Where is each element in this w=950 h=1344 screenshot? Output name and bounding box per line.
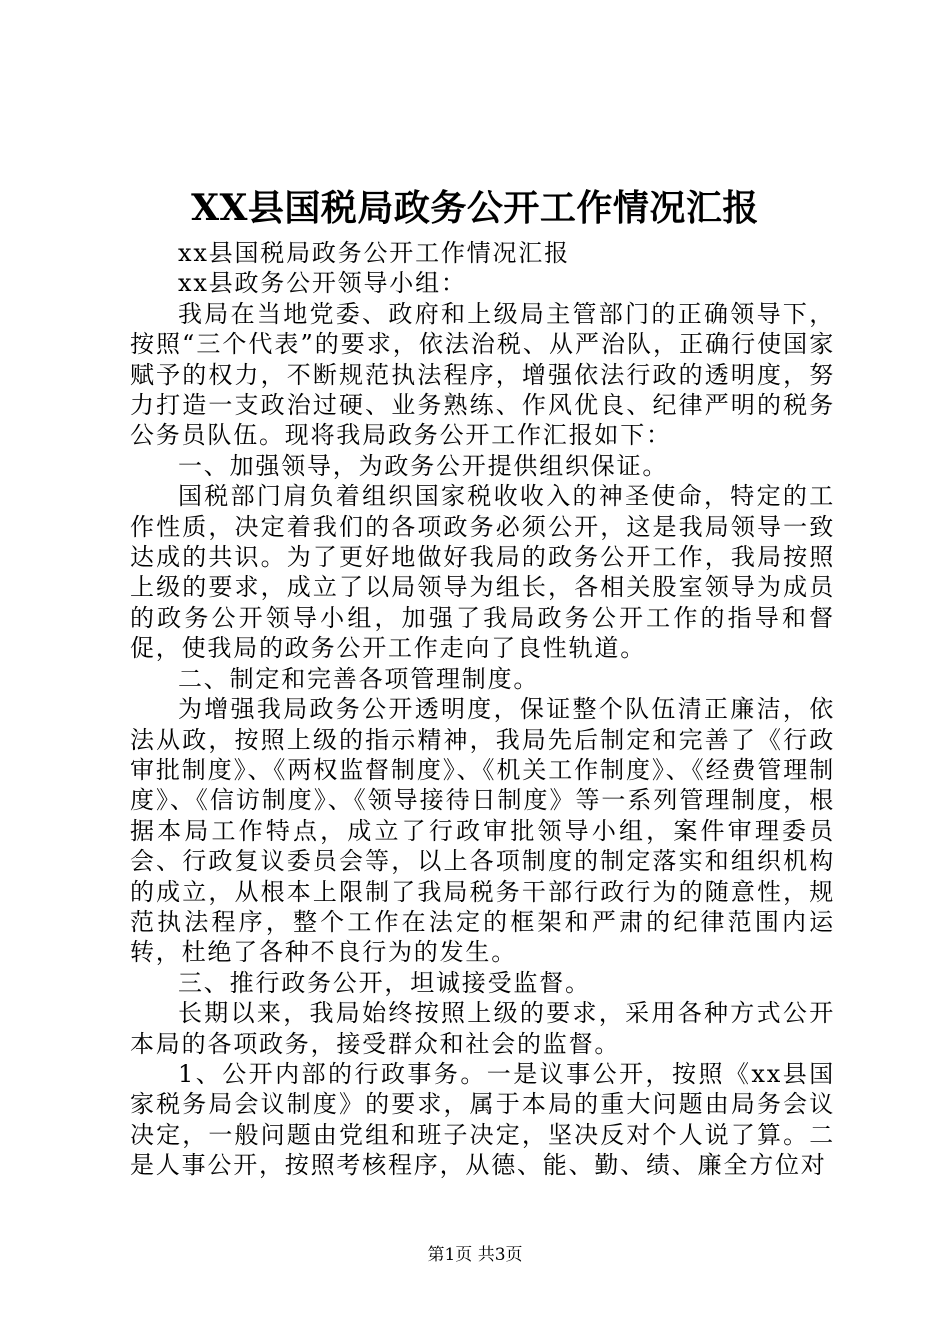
paragraph-salutation: xx县政务公开领导小组： — [178, 269, 467, 298]
paragraph-intro: 我局在当地党委、政府和上级局主管部门的正确领导下，按照“三个代表”的要求，依法治税、从严治队，正确行使国家赋予的权力，不断规范执法程序，增强依法行政的透明度，努力打造一支政治过硬、业务熟练、作风优良、纪律严明的税务公务员队伍。现将我局政务公开工作汇报如下： — [130, 299, 835, 450]
document-body — [130, 238, 835, 1181]
section-heading-3: 三、推行政务公开，坦诚接受监督。 — [178, 968, 591, 997]
page-footer: 第1页 共3页 — [427, 1245, 523, 1265]
paragraph-section-1: 国税部门肩负着组织国家税收收入的神圣使命，特定的工作性质，决定着我们的各项政务必须公开，这是我局领导一致达成的共识。为了更好地做好我局的政务公开工作，我局按照上级的要求，成立了以局领导为组长，各相关股室领导为成员的政务公开领导小组，加强了我局政务公开工作的指导和督促，使我局的政务公开工作走向了良性轨道。 — [130, 482, 835, 663]
document-title: XX县国税局政务公开工作情况汇报 — [191, 187, 759, 229]
section-heading-1: 一、加强领导，为政务公开提供组织保证。 — [178, 451, 669, 480]
paragraph-subtitle: xx县国税局政务公开工作情况汇报 — [178, 239, 570, 267]
section-heading-2: 二、制定和完善各项管理制度。 — [178, 664, 540, 693]
paragraph-section-3: 长期以来，我局始终按照上级的要求，采用各种方式公开本局的各项政务，接受群众和社会的监督。 — [130, 999, 835, 1058]
paragraph-section-3-item-1: 1、公开内部的行政事务。一是议事公开，按照《xx县国家税务局会议制度》的要求，属于本局的重大问题由局务会议决定，一般问题由党组和班子决定，坚决反对个人说了算。二是人事公开，按照考核程序，从德、能、勤、绩、廉全方位对 — [130, 1059, 835, 1180]
paragraph-section-2: 为增强我局政务公开透明度，保证整个队伍清正廉洁，依法从政，按照上级的指示精神，我局先后制定和完善了《行政审批制度》、《两权监督制度》、《机关工作制度》、《经费管理制度》、《信访制度》、《领导接待日制度》等一系列管理制度，根据本局工作特点，成立了行政审批领导小组，案件审理委员会、行政复议委员会等，以上各项制度的制定落实和组织机构的成立，从根本上限制了我局税务干部行政行为的随意性，规范执法程序，整个工作在法定的框架和严肃的纪律范围内运转，杜绝了各种不良行为的发生。 — [130, 695, 835, 967]
